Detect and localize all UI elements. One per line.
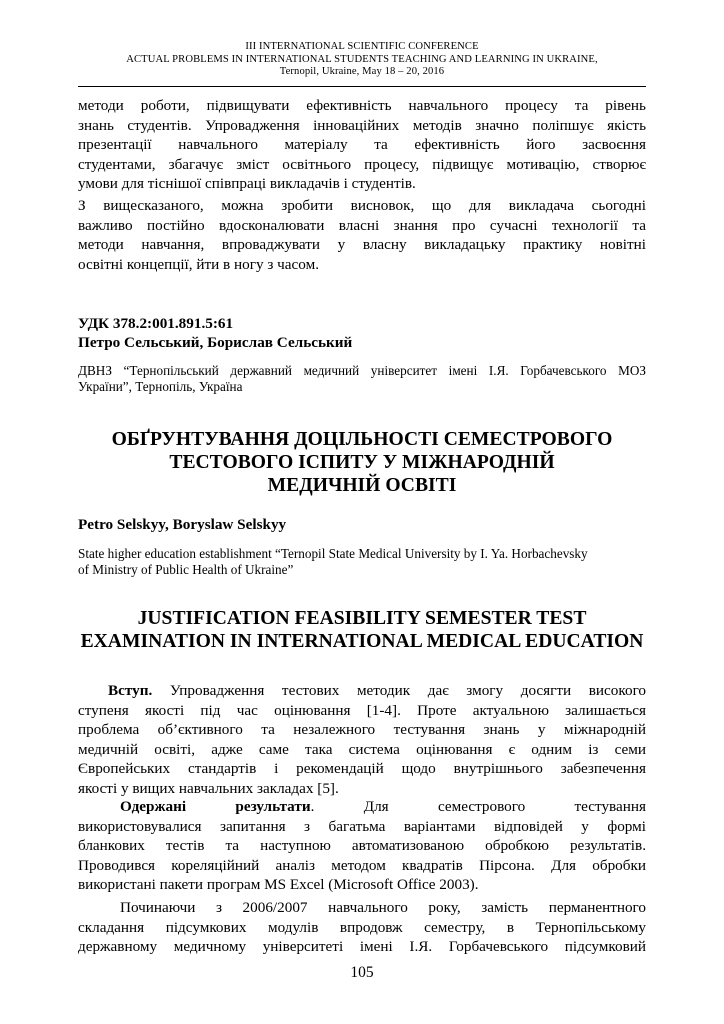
text-line xyxy=(78,681,646,701)
text-line: презентації навчального матеріалу та ефективність його засвоєння xyxy=(78,136,646,154)
text-line: студентами, збагачує зміст освітнього процесу, підвищує мотивацію, створює xyxy=(78,155,646,173)
text-line: методи роботи, підвищувати ефективність навчального процесу та рівень xyxy=(78,97,646,114)
text-line: Європейських стандартів і рекомендацій щодо внутрішнього забезпечення xyxy=(78,760,646,778)
text-line: державному медичному університеті імені І.Я. Горбачевського підсумковий xyxy=(78,938,646,956)
results-label-dot: . xyxy=(310,798,315,815)
results-label-word-2: результати xyxy=(235,798,311,815)
header-rule xyxy=(78,86,646,87)
affiliation-ukrainian xyxy=(78,363,646,395)
authors-ukrainian: Петро Сельський, Борислав Сельський xyxy=(78,334,353,351)
text-line: важливо постійно вдосконалювати власні знання про сучасні технології та xyxy=(78,216,646,234)
text-line: Проводився кореляційний аналіз методом квадратів Пірсона. Для обробки xyxy=(78,856,646,874)
header-line-1: III INTERNATIONAL SCIENTIFIC CONFERENCE xyxy=(245,41,479,52)
text-line: умови для тіснішої співпраці викладачів і студентів. xyxy=(78,175,416,193)
text-line: освітні концепції, йти в ногу з часом. xyxy=(78,255,319,273)
text-line: ДВНЗ “Тернопільський державний медичний університет імені І.Я. Горбачевського МОЗ xyxy=(78,363,646,378)
text-line: використані пакети програм MS Excel (Microsoft Office 2003). xyxy=(78,876,479,894)
text-line: України”, Тернопіль, Україна xyxy=(78,379,243,394)
title-line: ОБҐРУНТУВАННЯ ДОЦІЛЬНОСТІ СЕМЕСТРОВОГО xyxy=(111,429,613,450)
text-line xyxy=(78,797,646,817)
header-line-2: ACTUAL PROBLEMS IN INTERNATIONAL STUDENTS TEACHING AND LEARNING IN UKRAINE, xyxy=(126,53,598,65)
text-line: знань студентів. Упровадження інноваційних методів значно поліпшує якість xyxy=(78,116,646,134)
text-line xyxy=(78,898,646,918)
affiliation-english xyxy=(78,546,646,578)
prev-article-paragraph-2 xyxy=(78,196,646,274)
udk-code: УДК 378.2:001.891.5:61 xyxy=(78,315,234,332)
title-english xyxy=(70,607,654,653)
results-label-word-1: Одержані xyxy=(120,798,187,815)
text-line: З вищесказаного, можна зробити висновок, що для викладача сьогодні xyxy=(78,197,646,214)
intro-first-line: Упровадження тестових методик дає змогу досягти високого xyxy=(169,682,647,699)
page-number: 105 xyxy=(350,964,374,981)
text-line: бланкових тестів та наступною автоматизованою обробкою результатів. xyxy=(78,837,646,855)
results-first-line: Для семестрового тестування xyxy=(363,798,646,815)
text-line: складання підсумкових модулів впродовж семестру, в Тернопільському xyxy=(78,918,646,936)
text-line: ступеня якості під час оцінювання [1-4]. Проте актуальною залишається xyxy=(78,701,646,719)
introduction-paragraph xyxy=(78,681,646,799)
conference-header xyxy=(70,41,654,79)
title-line: JUSTIFICATION FEASIBILITY SEMESTER TEST xyxy=(137,608,587,629)
text-line: якості у вищих навчальних закладах [5]. xyxy=(78,779,339,797)
header-line-3: Ternopil, Ukraine, May 18 – 20, 2016 xyxy=(279,66,445,78)
prev-article-paragraph-1 xyxy=(78,96,646,194)
text-line: методи навчання, впроваджувати у власну викладацьку практику новітні xyxy=(78,236,646,254)
title-line: ТЕСТОВОГО ІСПИТУ У МІЖНАРОДНІЙ xyxy=(169,452,555,473)
text-line: проблема об’єктивного та незалежного тестування знань у міжнародній xyxy=(78,721,646,739)
authors-english: Petro Selskyy, Boryslaw Selskyy xyxy=(78,516,287,533)
text-line: використовувалися запитання з багатьма варіантами відповідей у формі xyxy=(78,817,646,835)
text-line: медичній освіті, адже саме така система оцінювання є одним із семи xyxy=(78,740,646,758)
intro-label: Вступ. xyxy=(108,682,153,699)
results-paragraph xyxy=(78,797,646,895)
text-line: State higher education establishment “Ternopil State Medical University by I. Ya. Horbachevsky xyxy=(78,546,588,561)
title-line: EXAMINATION IN INTERNATIONAL MEDICAL EDUCATION xyxy=(80,631,644,652)
title-ukrainian xyxy=(70,428,654,497)
paragraph-3-first-line: Починаючи з 2006/2007 навчального року, замість перманентного xyxy=(120,899,646,916)
title-line: МЕДИЧНІЙ ОСВІТІ xyxy=(267,475,457,496)
paragraph-3 xyxy=(78,898,646,957)
text-line: of Ministry of Public Health of Ukraine” xyxy=(78,562,294,577)
